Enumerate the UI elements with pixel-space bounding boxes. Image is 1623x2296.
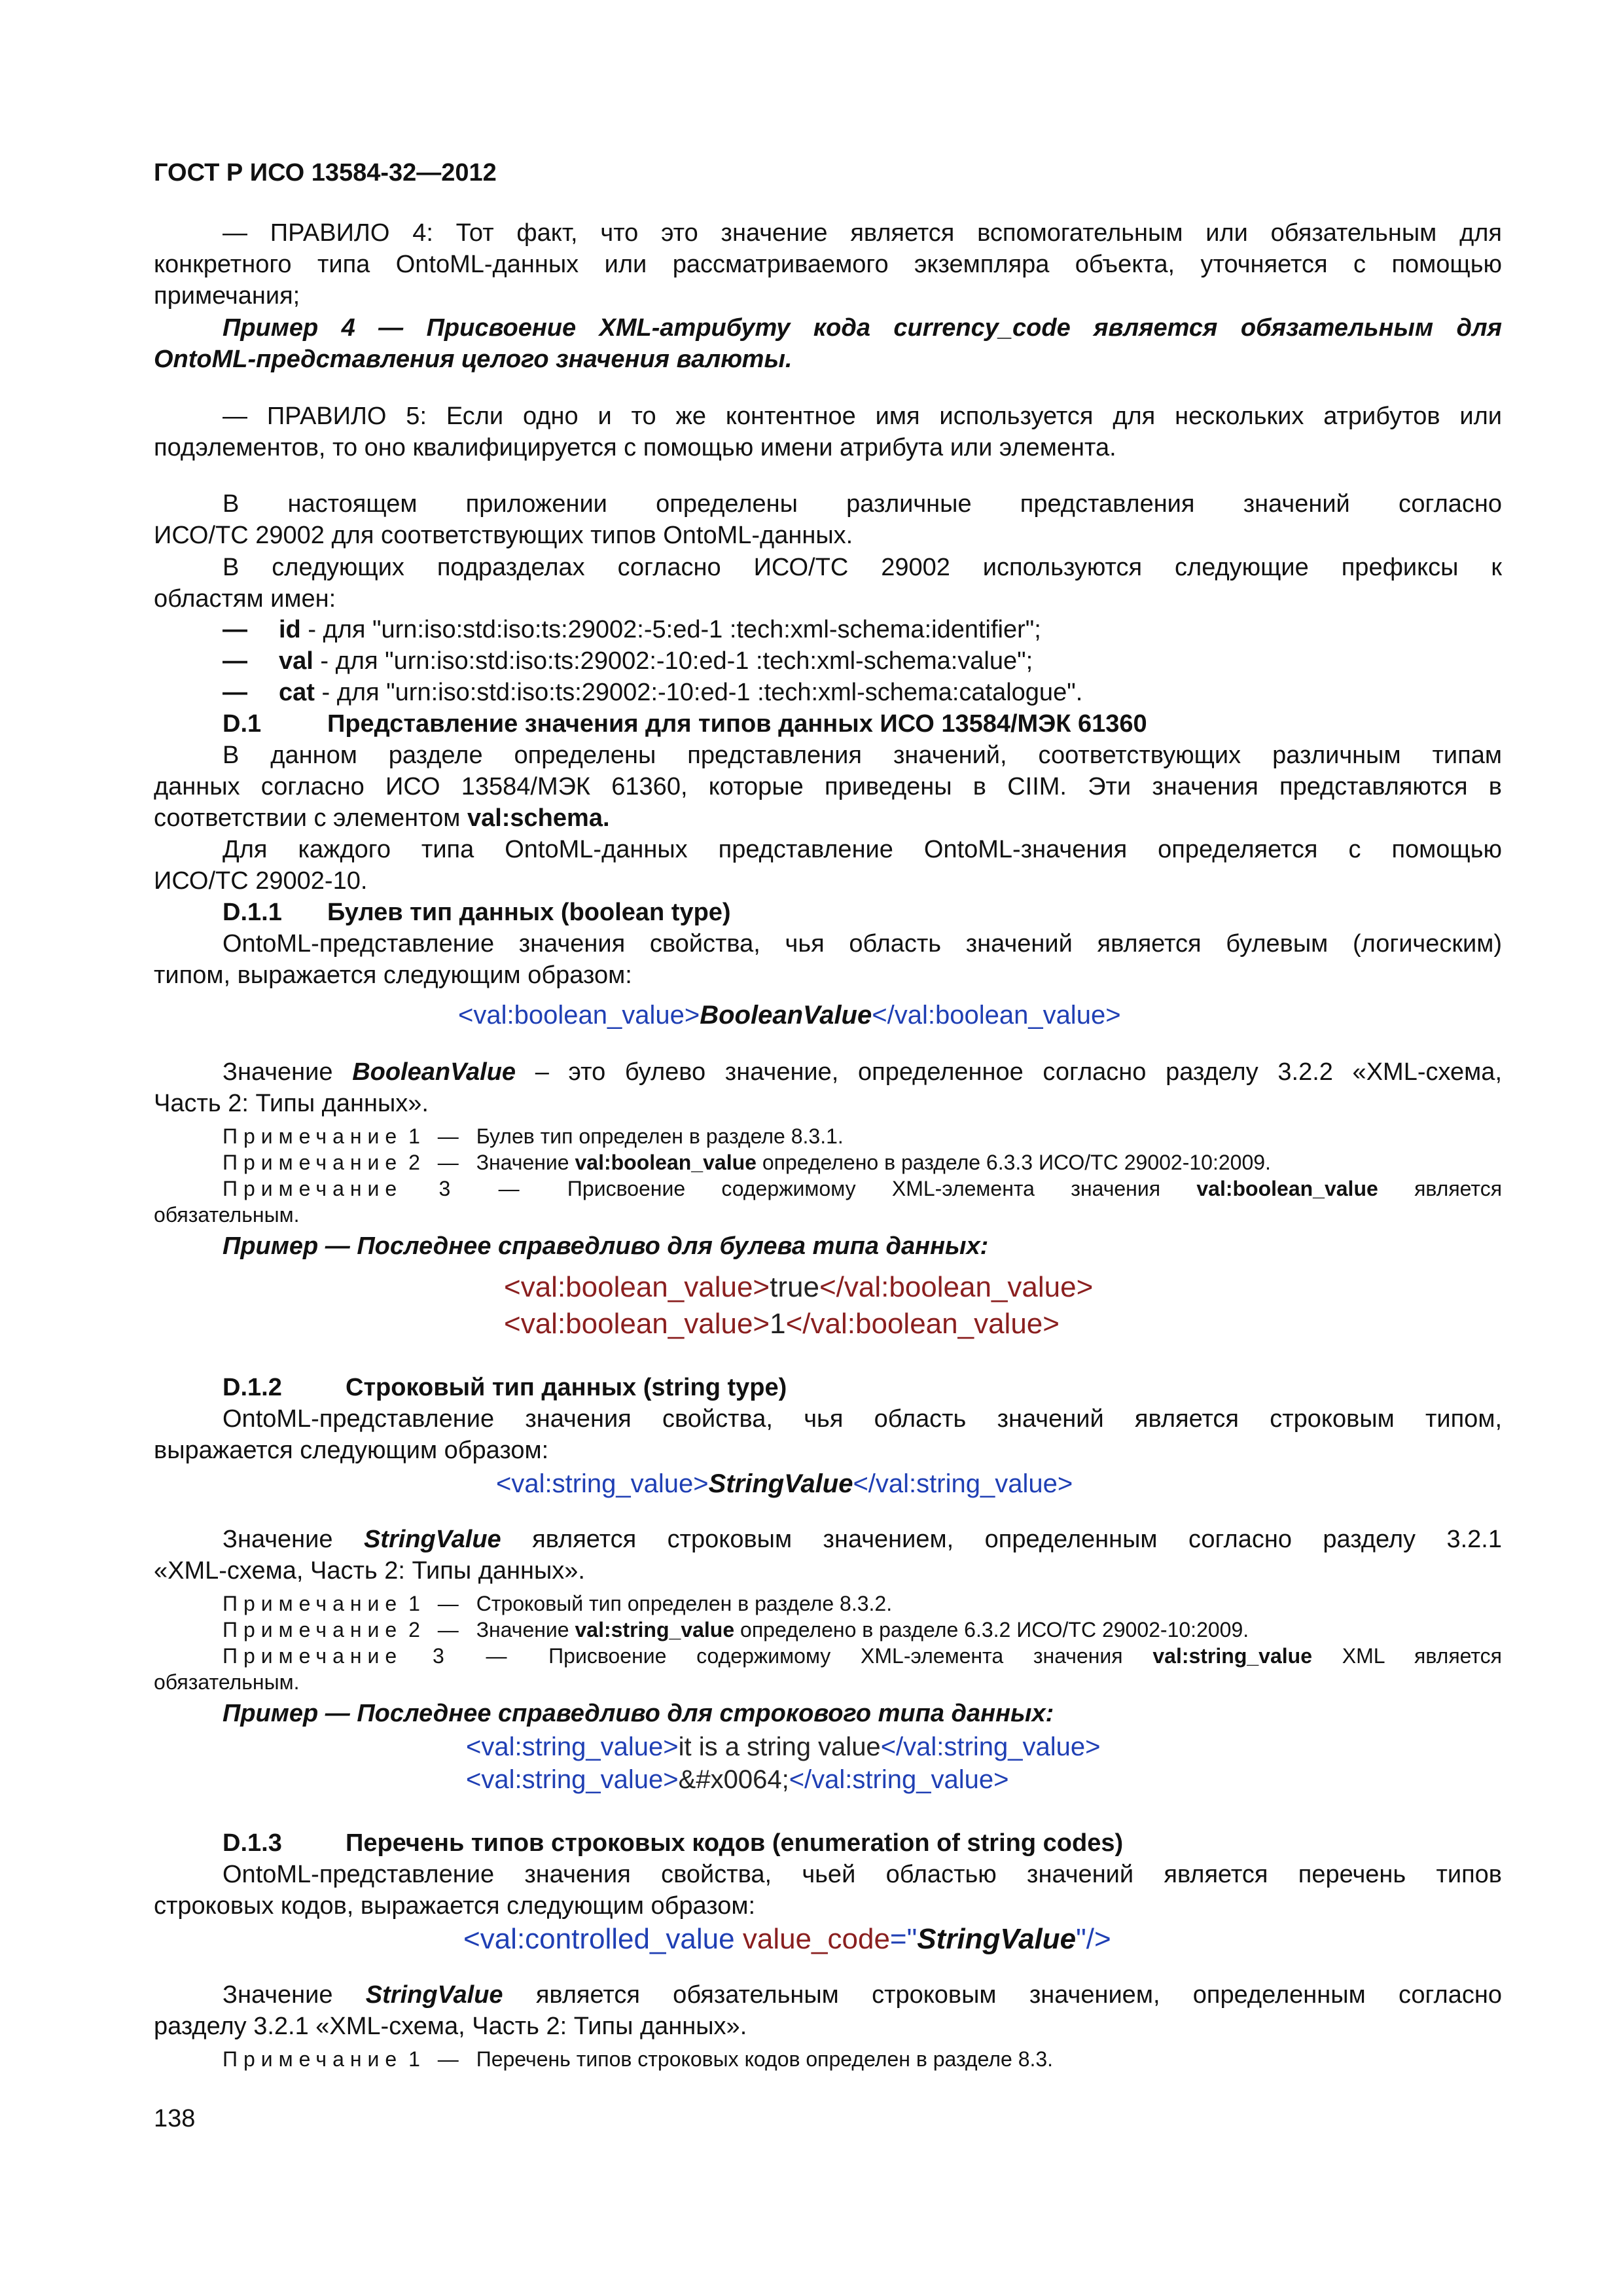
d1-line5: ИСО/ТС 29002-10.: [154, 867, 368, 895]
d12-desc-line1: Значение StringValue является строковым значением, определенным согласно разделу 3.2.1: [223, 1526, 1503, 1553]
prefix-item-id: — id - для "urn:iso:std:iso:ts:29002:-5:ed-1 :tech:xml-schema:identifier";: [223, 616, 1041, 643]
prefix-key: id: [279, 616, 301, 643]
d11-code-sample: <val:boolean_value>BooleanValue</val:boolean_value>: [458, 1001, 1121, 1030]
page-number: 138: [154, 2105, 196, 2132]
document-header: ГОСТ Р ИСО 13584-32—2012: [154, 159, 497, 187]
d11-note-3: Примечание 3 — Присвоение содержимому XML-элемента значения val:boolean_value является: [223, 1177, 1503, 1200]
section-heading-d11: D.1.1 Булев тип данных (boolean type): [223, 899, 731, 926]
d12-note-1: Примечание 1 — Строковый тип определен в разделе 8.3.2.: [223, 1592, 893, 1615]
d1-line1: В данном разделе определены представления значений, соответствующих различным типам: [223, 742, 1502, 769]
d12-note-3-cont: обязательным.: [154, 1670, 300, 1694]
rule4-example-line1: Пример 4 — Присвоение XML-атрибуту кода currency_code является обязательным для: [223, 314, 1502, 342]
d11-desc-line1: Значение BooleanValue – это булево значение, определенное согласно разделу 3.2.2 «XML-схема,: [223, 1058, 1503, 1086]
d12-example-title: Пример — Последнее справедливо для строкового типа данных:: [223, 1700, 1054, 1727]
d12-code-sample: <val:string_value>StringValue</val:string_value>: [496, 1469, 1073, 1498]
d12-line1: OntoML-представление значения свойства, чья область значений является строковым типом,: [223, 1405, 1502, 1433]
d11-example-code-2: <val:boolean_value>1</val:boolean_value>: [504, 1308, 1060, 1340]
rule4-line1: — ПРАВИЛО 4: Тот факт, что это значение является вспомогательным или обязательным для: [223, 219, 1502, 247]
d13-line2: строковых кодов, выражается следующим образом:: [154, 1892, 756, 1920]
d11-desc-line2: Часть 2: Типы данных».: [154, 1090, 429, 1117]
section-heading-d13: D.1.3 Перечень типов строковых кодов (enumeration of string codes): [223, 1829, 1124, 1857]
d12-example-code-1: <val:string_value>it is a string value</val:string_value>: [466, 1732, 1101, 1761]
rule5-line2: подэлементов, то оно квалифицируется с помощью имени атрибута или элемента.: [154, 434, 1116, 461]
d12-note-2: Примечание 2 — Значение val:string_value определено в разделе 6.3.2 ИСО/ТС 29002-10:2009.: [223, 1618, 1249, 1641]
prefix-key: cat: [279, 679, 315, 706]
d13-desc-line2: разделу 3.2.1 «XML-схема, Часть 2: Типы данных».: [154, 2013, 747, 2040]
rule4-line3: примечания;: [154, 282, 300, 310]
intro-p2-line2: областям имен:: [154, 585, 336, 613]
d12-line2: выражается следующим образом:: [154, 1437, 549, 1464]
rule4-example-line2: OntoML-представления целого значения валюты.: [154, 346, 793, 373]
d13-note-1: Примечание 1 — Перечень типов строковых кодов определен в разделе 8.3.: [223, 2047, 1054, 2071]
d11-line2: типом, выражается следующим образом:: [154, 961, 632, 989]
rule5-line1: — ПРАВИЛО 5: Если одно и то же контентное имя используется для нескольких атрибутов или: [223, 403, 1502, 430]
d13-code-sample: <val:controlled_value value_code="StringValue"/>: [463, 1923, 1111, 1955]
d13-desc-line1: Значение StringValue является обязательным строковым значением, определенным согласно: [223, 1981, 1502, 2009]
prefix-item-val: — val - для "urn:iso:std:iso:ts:29002:-10:ed-1 :tech:xml-schema:value";: [223, 647, 1033, 675]
d1-line2: данных согласно ИСО 13584/МЭК 61360, которые приведены в CIIM. Эти значения представляются в: [154, 773, 1502, 800]
d1-line3: соответствии с элементом val:schema.: [154, 804, 610, 832]
d11-example-title: Пример — Последнее справедливо для булева типа данных:: [223, 1232, 989, 1260]
section-heading-d12: D.1.2 Строковый тип данных (string type): [223, 1374, 787, 1401]
d11-note-1: Примечание 1 — Булев тип определен в разделе 8.3.1.: [223, 1124, 844, 1148]
rule4-line2: конкретного типа OntoML-данных или рассматриваемого экземпляра объекта, уточняется с помощью: [154, 251, 1502, 278]
section-heading-d1: D.1 Представление значения для типов данных ИСО 13584/МЭК 61360: [223, 710, 1147, 738]
d11-note-2: Примечание 2 — Значение val:boolean_value определено в разделе 6.3.3 ИСО/ТС 29002-10:2009.: [223, 1151, 1271, 1174]
d1-line4: Для каждого типа OntoML-данных представление OntoML-значения определяется с помощью: [223, 836, 1502, 863]
d13-line1: OntoML-представление значения свойства, чьей областью значений является перечень типов: [223, 1861, 1502, 1888]
d11-example-code-1: <val:boolean_value>true</val:boolean_value>: [504, 1271, 1094, 1303]
d11-line1: OntoML-представление значения свойства, чья область значений является булевым (логическим): [223, 930, 1502, 958]
intro-p2-line1: В следующих подразделах согласно ИСО/ТС 29002 используются следующие префиксы к: [223, 554, 1502, 581]
d11-note-3-cont: обязательным.: [154, 1203, 300, 1227]
intro-p1-line2: ИСО/ТС 29002 для соответствующих типов OntoML-данных.: [154, 522, 853, 549]
d12-desc-line2: «XML-схема, Часть 2: Типы данных».: [154, 1557, 585, 1585]
d12-example-code-2: <val:string_value>&#x0064;</val:string_value>: [466, 1765, 1009, 1794]
prefix-key: val: [279, 647, 313, 675]
prefix-item-cat: — cat - для "urn:iso:std:iso:ts:29002:-10:ed-1 :tech:xml-schema:catalogue".: [223, 679, 1083, 706]
d12-note-3: Примечание 3 — Присвоение содержимому XML-элемента значения val:string_value XML является: [223, 1644, 1502, 1668]
intro-p1-line1: В настоящем приложении определены различные представления значений согласно: [223, 490, 1502, 518]
